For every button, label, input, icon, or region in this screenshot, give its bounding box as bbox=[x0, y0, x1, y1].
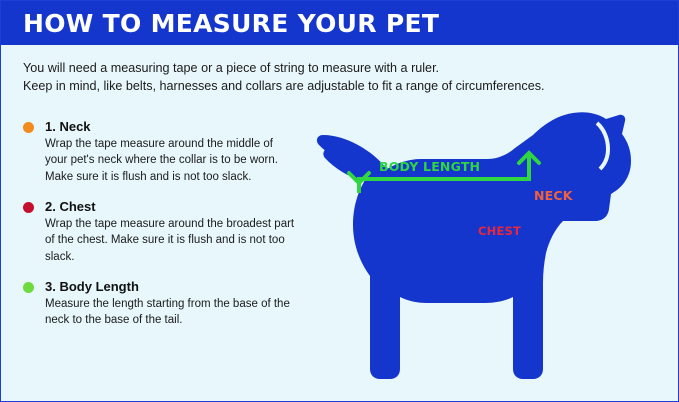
label-chest: CHEST bbox=[478, 224, 522, 238]
label-body-length: BODY LENGTH bbox=[379, 159, 481, 174]
dog-illustration-svg bbox=[301, 101, 669, 396]
dog-diagram bbox=[301, 101, 669, 396]
intro-line-2: Keep in mind, like belts, harnesses and collars are adjustable to fit a range of circumferences. bbox=[23, 79, 545, 94]
label-neck: NECK bbox=[534, 188, 573, 203]
step-body-body-length: Measure the length starting from the base of the neck to the base of the tail. bbox=[45, 297, 290, 327]
step-title-chest: 2. Chest bbox=[45, 198, 96, 214]
step-title-body-length: 3. Body Length bbox=[45, 278, 139, 294]
bullet-icon-chest bbox=[23, 202, 34, 213]
step-body-chest: Wrap the tape measure around the broadest part of the chest. Make sure it is flush and is not too slack. bbox=[45, 217, 295, 263]
intro-text bbox=[23, 59, 643, 96]
intro-line-1: You will need a measuring tape or a piece of string to measure with a ruler. bbox=[23, 61, 440, 75]
dog-silhouette-icon bbox=[317, 112, 631, 379]
step-title-neck: 1. Neck bbox=[45, 119, 91, 134]
step-item-body-length bbox=[23, 279, 298, 329]
step-item-chest bbox=[23, 199, 298, 265]
header-bar bbox=[1, 1, 679, 45]
page-title: HOW TO MEASURE YOUR PET bbox=[23, 8, 440, 38]
step-item-neck bbox=[23, 119, 298, 185]
steps-list bbox=[23, 119, 298, 343]
bullet-icon-neck bbox=[23, 122, 34, 133]
step-body-neck: Wrap the tape measure around the middle of your pet's neck where the collar is to be worn. Make sure it is flush and is not too slack. bbox=[45, 138, 278, 183]
bullet-icon-body-length bbox=[23, 282, 34, 293]
